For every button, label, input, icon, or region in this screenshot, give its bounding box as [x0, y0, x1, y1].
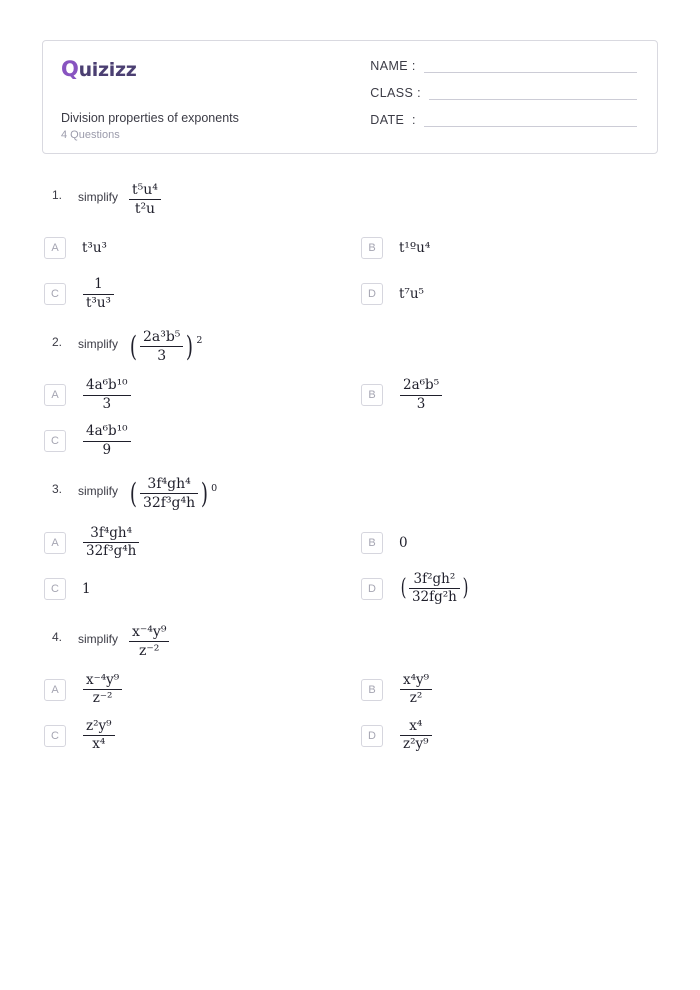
left-paren: ( [129, 329, 138, 363]
option-b[interactable] [359, 374, 658, 416]
question-number: 3. [52, 482, 63, 497]
option-b[interactable] [359, 522, 658, 564]
question-header [42, 329, 658, 364]
options-grid [42, 669, 658, 757]
option-c[interactable] [42, 273, 341, 315]
question-number: 2. [52, 335, 63, 350]
fraction-denominator: 32f³g⁴h [83, 542, 139, 560]
parenthesized-expression [128, 476, 216, 511]
option-letter: A [44, 237, 66, 259]
option-b[interactable] [359, 669, 658, 711]
fraction-denominator: z² [400, 689, 432, 707]
option-text [399, 378, 443, 412]
header-left [43, 41, 362, 153]
header-fields [362, 41, 657, 153]
option-c[interactable] [42, 420, 341, 462]
right-paren: ) [186, 329, 194, 363]
class-input[interactable] [429, 87, 637, 100]
option-letter: B [361, 679, 383, 701]
left-paren: ( [400, 575, 407, 602]
option-text: t⁷u⁵ [399, 286, 424, 303]
option-text [399, 673, 433, 707]
parenthesized-expression [128, 329, 201, 364]
options-grid [42, 227, 658, 315]
fraction [83, 719, 115, 753]
fraction [83, 526, 139, 560]
question-expression [128, 476, 216, 511]
question-expression [128, 624, 170, 659]
option-c[interactable] [42, 715, 341, 757]
option-text: t¹ºu⁴ [399, 240, 431, 257]
fraction-denominator: t³u³ [83, 294, 114, 312]
worksheet-header [42, 40, 658, 154]
option-text [399, 572, 470, 606]
fraction-denominator: z⁻² [129, 641, 169, 659]
option-text [82, 673, 123, 707]
question-header [42, 476, 658, 511]
question-verb: simplify [78, 337, 119, 352]
options-grid [42, 374, 658, 462]
fraction [129, 624, 169, 659]
date-field-row [370, 113, 637, 127]
option-letter: C [44, 430, 66, 452]
option-a[interactable] [42, 522, 341, 564]
fraction-numerator: x⁻⁴y⁹ [86, 671, 120, 688]
option-letter: C [44, 283, 66, 305]
fraction-denominator: 32fg²h [409, 588, 460, 606]
options-grid [42, 522, 658, 610]
option-letter: B [361, 237, 383, 259]
option-letter: C [44, 725, 66, 747]
option-letter: D [361, 283, 383, 305]
option-a[interactable] [42, 227, 341, 269]
fraction-denominator: t²u [129, 199, 161, 217]
option-text: t³u³ [82, 240, 107, 257]
class-field-label: CLASS : [370, 86, 422, 100]
option-letter: B [361, 532, 383, 554]
fraction-denominator: 3 [400, 395, 442, 413]
fraction [409, 572, 460, 606]
class-field-row [370, 86, 637, 100]
option-text [399, 719, 433, 753]
name-input[interactable] [424, 60, 637, 73]
option-letter: B [361, 384, 383, 406]
logo-rest: uizizz [78, 59, 137, 81]
option-letter: C [44, 578, 66, 600]
fraction-numerator: 4a⁶b¹⁰ [86, 423, 128, 440]
date-field-label: DATE : [370, 113, 416, 127]
fraction-denominator: 32f³g⁴h [140, 493, 198, 511]
question-number: 4. [52, 629, 63, 644]
fraction [400, 719, 432, 753]
fraction [140, 329, 183, 364]
left-paren: ( [129, 476, 138, 510]
name-field-row [370, 59, 637, 73]
question-block [42, 329, 658, 462]
option-text: 1 [82, 580, 91, 597]
question-header [42, 182, 658, 217]
fraction [140, 476, 198, 511]
option-letter: A [44, 679, 66, 701]
fraction-denominator: 9 [83, 441, 131, 459]
date-input[interactable] [424, 114, 637, 127]
fraction-numerator: 2a⁶b⁵ [403, 377, 440, 394]
option-text [82, 719, 116, 753]
option-text [82, 526, 140, 560]
question-expression [128, 182, 162, 217]
option-letter: D [361, 578, 383, 600]
option-d[interactable] [359, 273, 658, 315]
fraction-numerator: x⁴y⁹ [403, 671, 430, 688]
fraction-numerator: x⁻⁴y⁹ [132, 623, 167, 640]
option-a[interactable] [42, 374, 341, 416]
question-number: 1. [52, 188, 63, 202]
fraction-denominator: z⁻² [83, 689, 122, 707]
fraction-numerator: 2a³b⁵ [142, 329, 181, 346]
quizizz-logo [61, 57, 137, 81]
page-title: Division properties of exponents [61, 111, 239, 125]
right-paren: ) [462, 575, 469, 602]
option-b[interactable] [359, 227, 658, 269]
question-block [42, 476, 658, 609]
fraction-numerator: 4a⁶b¹⁰ [86, 377, 128, 394]
outer-exponent: 2 [196, 335, 203, 347]
fraction-denominator: x⁴ [83, 735, 115, 753]
fraction [83, 277, 114, 311]
option-letter: A [44, 384, 66, 406]
option-text [82, 378, 132, 412]
fraction-numerator: 3f⁴gh⁴ [90, 524, 133, 541]
question-count: 4 Questions [61, 129, 120, 141]
fraction [400, 673, 432, 707]
option-text: 0 [399, 534, 408, 551]
option-letter: A [44, 532, 66, 554]
name-field-label: NAME : [370, 59, 416, 73]
option-d[interactable] [359, 568, 658, 610]
fraction [83, 424, 131, 458]
logo-first-letter: Q [61, 57, 79, 81]
fraction-denominator: 3 [140, 346, 183, 364]
fraction-numerator: 1 [94, 276, 103, 293]
right-paren: ) [201, 476, 209, 510]
fraction-denominator: z²y⁹ [400, 735, 432, 753]
question-verb: simplify [78, 484, 119, 499]
fraction [400, 378, 442, 412]
questions-list [42, 182, 658, 757]
option-a[interactable] [42, 669, 341, 711]
question-block [42, 182, 658, 315]
fraction [83, 673, 122, 707]
outer-exponent: 0 [211, 482, 218, 494]
question-expression [128, 329, 201, 364]
fraction-numerator: 3f⁴gh⁴ [147, 476, 191, 493]
fraction-numerator: 3f²gh² [413, 570, 456, 587]
option-text [82, 424, 132, 458]
parenthesized-expression [399, 572, 470, 606]
option-text [82, 277, 115, 311]
option-d[interactable] [359, 715, 658, 757]
fraction-numerator: z²y⁹ [86, 717, 112, 734]
question-header [42, 624, 658, 659]
fraction-numerator: x⁴ [409, 717, 423, 734]
question-verb: simplify [78, 190, 119, 204]
fraction [129, 182, 161, 217]
option-letter: D [361, 725, 383, 747]
fraction [83, 378, 131, 412]
question-block [42, 624, 658, 757]
fraction-denominator: 3 [83, 395, 131, 413]
question-verb: simplify [78, 631, 119, 646]
option-c[interactable] [42, 568, 341, 610]
fraction-numerator: t⁵u⁴ [132, 182, 158, 198]
